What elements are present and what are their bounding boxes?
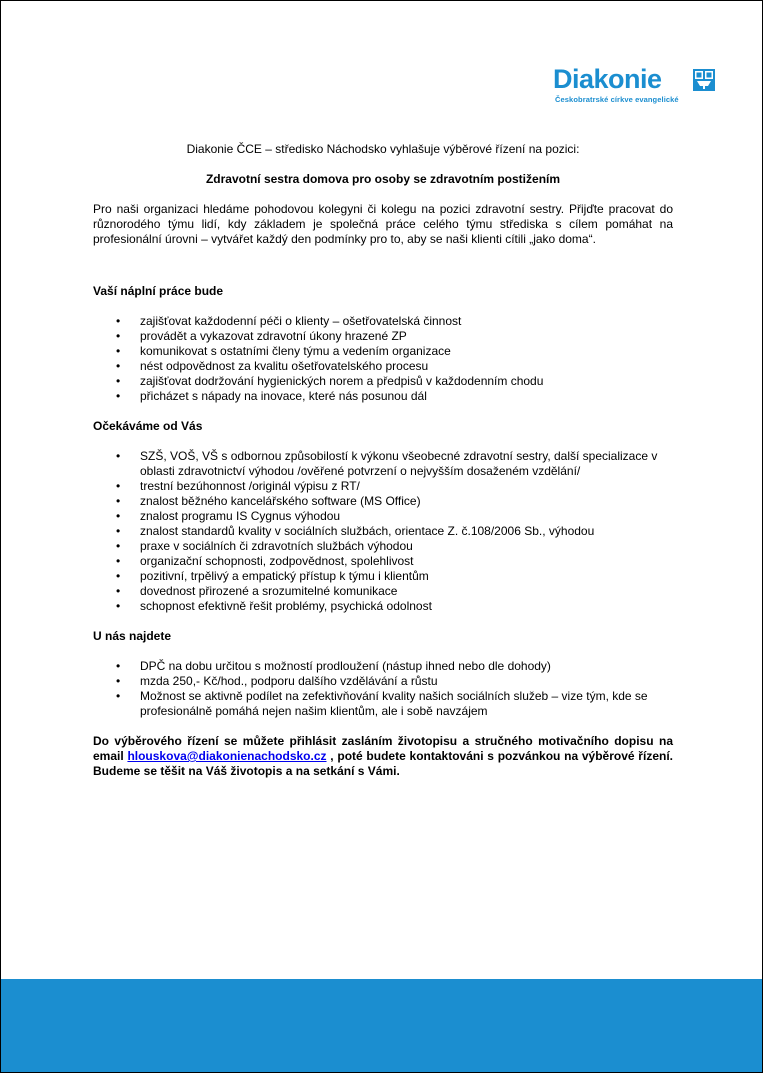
list-item: • Možnost se aktivně podílet na zefektivňování kvality našich sociálních služeb – vize tým, kde se profesionálně pomáhá nejen našim klientům, ale i sobě navzájem	[93, 689, 673, 719]
requirements-heading: Očekáváme od Vás	[93, 419, 203, 433]
list-item: • dovednost přirozené a srozumitelné komunikace	[93, 584, 673, 599]
document-content	[93, 142, 673, 779]
closing-paragraph	[93, 734, 673, 779]
intro-paragraph: Pro naši organizaci hledáme pohodovou kolegyni či kolegu na pozici zdravotní sestry. Přijďte pracovat do různorodého týmu lidí, kdy základem je společná práce celého týmu střediska s cílem pomáhat na profesionální úrovni – vytvářet každý den podmínky pro to, aby se naši klienti cítili „jako doma“.	[93, 202, 673, 246]
list-item: • zajišťovat dodržování hygienických norem a předpisů v každodenním chodu	[93, 374, 673, 389]
job-title: Zdravotní sestra domova pro osoby se zdravotním postižením	[205, 172, 561, 186]
closing-text-start: Do výběrového řízení se můžete přihlásit zasláním životopisu a stručného motivačního dopisu na email	[93, 734, 673, 763]
list-item: • mzda 250,- Kč/hod., podporu dalšího vzdělávání a růstu	[93, 674, 673, 689]
list-item: • SZŠ, VOŠ, VŠ s odbornou způsobilostí k výkonu všeobecné zdravotní sestry, další specializace v oblasti zdravotnictví výhodou /ověřené potvrzení o nejvyšším dosaženém vzdělání/	[93, 449, 673, 479]
chalice-cross-icon	[693, 69, 715, 91]
duties-list	[93, 314, 673, 404]
list-item: • organizační schopnosti, zodpovědnost, spolehlivost	[93, 554, 673, 569]
logo-wordmark: Diakonie	[553, 64, 662, 94]
email-link[interactable]: hlouskova@diakonienachodsko.cz	[127, 749, 327, 763]
logo-subtitle: Českobratrské církve evangelické	[555, 95, 679, 104]
list-item: • schopnost efektivně řešit problémy, psychická odolnost	[93, 599, 673, 614]
list-item: • provádět a vykazovat zdravotní úkony hrazené ZP	[93, 329, 673, 344]
list-item: • znalost běžného kancelářského software (MS Office)	[93, 494, 673, 509]
list-item: • DPČ na dobu určitou s možností prodloužení (nástup ihned nebo dle dohody)	[93, 659, 673, 674]
list-item: • praxe v sociálních či zdravotních službách výhodou	[93, 539, 673, 554]
list-item: • trestní bezúhonnost /originál výpisu z RT/	[93, 479, 673, 494]
offer-list	[93, 659, 673, 719]
list-item: • zajišťovat každodenní péči o klienty – ošetřovatelská činnost	[93, 314, 673, 329]
list-item: • přicházet s nápady na inovace, které nás posunou dál	[93, 389, 673, 404]
intro-line: Diakonie ČCE – středisko Náchodsko vyhlašuje výběrové řízení na pozici:	[186, 142, 580, 156]
list-item: • znalost standardů kvality v sociálních službách, orientace Z. č.108/2006 Sb., výhodou	[93, 524, 673, 539]
list-item: • nést odpovědnost za kvalitu ošetřovatelského procesu	[93, 359, 673, 374]
footer-band	[1, 979, 762, 1072]
list-item: • komunikovat s ostatními členy týmu a vedením organizace	[93, 344, 673, 359]
duties-heading: Vaší náplní práce bude	[93, 284, 224, 298]
offer-heading: U nás najdete	[93, 629, 172, 643]
list-item: • znalost programu IS Cygnus výhodou	[93, 509, 673, 524]
list-item: • pozitivní, trpělivý a empatický přístup k týmu i klientům	[93, 569, 673, 584]
diakonie-logo	[553, 63, 723, 113]
closing-text-end: , poté budete kontaktováni s pozvánkou na výběrové řízení. Budeme se těšit na Váš životopis a na setkání s Vámi.	[93, 749, 673, 778]
requirements-list	[93, 449, 673, 614]
